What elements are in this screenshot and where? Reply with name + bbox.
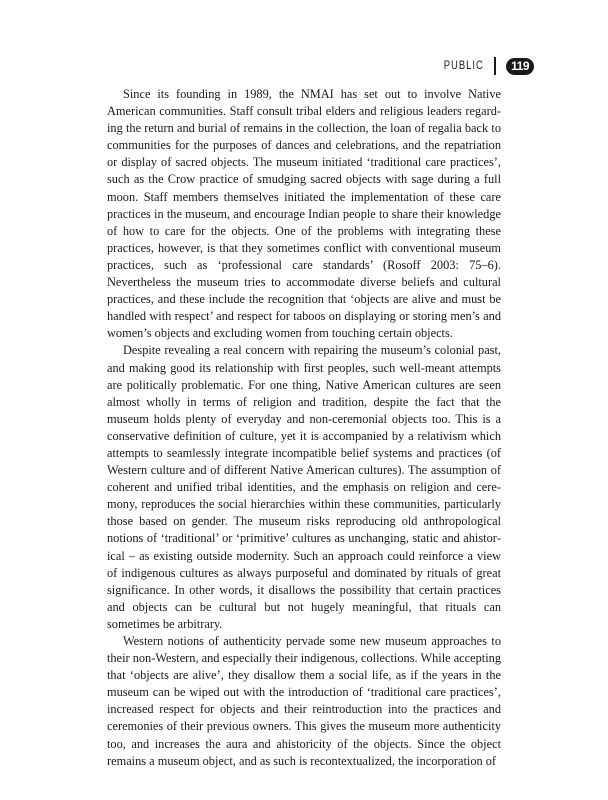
paragraph-nmai-involvement: Since its founding in 1989, the NMAI has set out to involve Native American communities. Staff consult tribal elders and religious leaders regarding the return and burial of remains in the collection, the loan of regalia back to communities for the purposes of dances and celebrations, and the repatriation or display of sacred objects. The museum initiated ‘traditional care practices’, such as the Crow practice of smudging sacred objects with sage during a full moon. Staff members themselves initiated the implementation of these care practices in the museum, and encourage Indian people to share their knowledge of how to care for the objects. One of the problems with integrating these practices, however, is that they sometimes conflict with conventional museum practices, such as ‘professional care standards’ (Rosoff 2003: 75–6). Nevertheless the museum tries to accommodate diverse beliefs and cultural practices, and these include the recognition that ‘objects are alive and must be handled with respect’ and respect for taboos on displaying or storing men’s and women’s objects and excluding women from touching certain objects. [107, 87, 501, 341]
running-head [0, 57, 534, 75]
section-label: PUBLIC [444, 60, 485, 72]
paragraph-political-problems: Despite revealing a real concern with repairing the museum’s colonial past, and making good its relationship with first peoples, such well-meant attempts are politically problematic. For one thing, Native American cultures are seen almost wholly in terms of religion and tradition, despite the fact that the museum holds plenty of everyday and non-ceremonial objects too. This is a conservative definition of culture, yet it is accompanied by a relativism which attempts to seamlessly integrate incompatible belief systems and practices (of Western culture and of different Native American cultures). The assumption of coherent and unified tribal identities, and the emphasis on religion and ceremony, reproduces the social hierarchies within these communities, particularly those based on gender. The museum risks reproducing old anthropological notions of ‘traditional’ or ‘primitive’ cultures as unchanging, static and ahistorical – as existing outside modernity. Such an approach could reinforce a view of indigenous cultures as always purposeful and dominated by rituals of great significance. In other words, it disallows the possibility that certain practices and objects can be cultural but not hugely meaningful, that rituals can sometimes be arbitrary. [107, 343, 501, 631]
body-text [107, 86, 501, 770]
page-number: 119 [506, 58, 534, 75]
header-divider [494, 57, 496, 75]
paragraph-authenticity: Western notions of authenticity pervade some new museum approaches to their non-Western, and especially their indigenous, collections. While accepting that ‘objects are alive’, they disallow them a social life, as if the years in the museum can be wiped out with the introduction of ‘traditional care practices’, increased respect for objects and their reintroduction into the practices and ceremonies of their previous owners. This gives the museum more authenticity too, and increases the aura and ahistoricity of the objects. Since the object remains a museum object, and as such is recontextualized, the incorporation of [107, 634, 501, 768]
